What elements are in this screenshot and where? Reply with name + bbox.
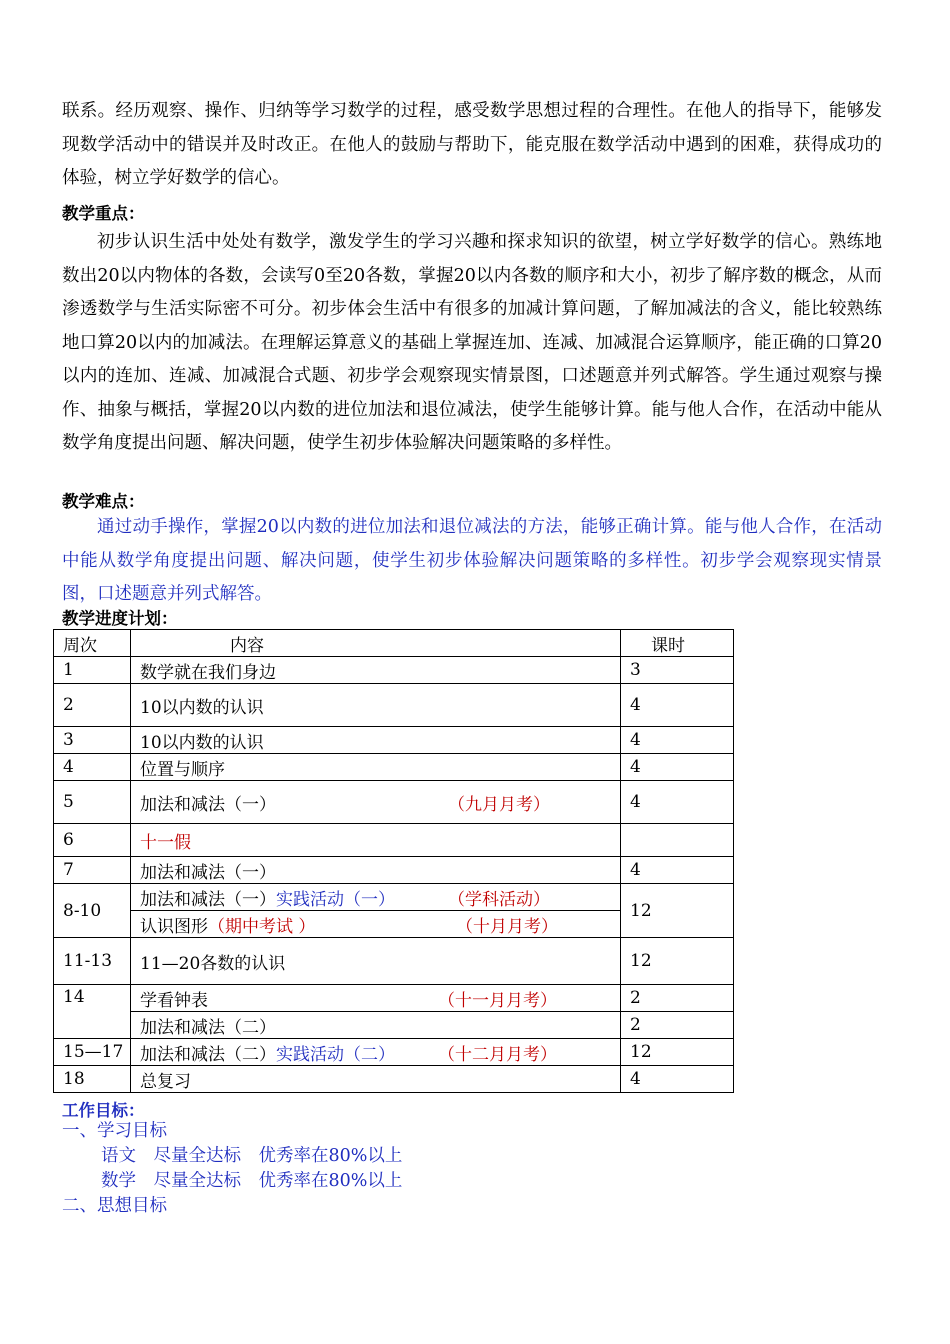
schedule-table bbox=[53, 629, 734, 1093]
table-row bbox=[54, 781, 734, 824]
difficulties-heading: 教学难点： bbox=[62, 492, 145, 511]
hours-cell: 4 bbox=[621, 781, 734, 824]
content-cell bbox=[131, 781, 621, 824]
table-row bbox=[54, 985, 734, 1012]
content-cell: 加法和减法（一） bbox=[131, 857, 621, 884]
hours-cell: 4 bbox=[621, 857, 734, 884]
week-cell: 6 bbox=[54, 824, 131, 857]
content-cell: 11—20各数的认识 bbox=[131, 938, 621, 985]
goal-chinese: 语文 尽量全达标 优秀率在80%以上 bbox=[101, 1146, 403, 1166]
content-cell: 位置与顺序 bbox=[131, 754, 621, 781]
goals-section-1: 一、学习目标 bbox=[62, 1121, 167, 1141]
header-week: 周次 bbox=[54, 630, 131, 657]
content-text: 加法和减法（一） bbox=[140, 794, 276, 815]
table-row bbox=[54, 1039, 734, 1066]
header-hours: 课时 bbox=[621, 630, 734, 657]
content-text: 加法和减法（二） bbox=[140, 1044, 276, 1065]
content-cell: 10以内数的认识 bbox=[131, 684, 621, 727]
hours-cell bbox=[621, 824, 734, 857]
hours-cell: 4 bbox=[621, 1066, 734, 1093]
table-row bbox=[54, 857, 734, 884]
content-cell bbox=[131, 884, 621, 911]
exam-tag: （十一月月考） bbox=[438, 990, 557, 1011]
table-row bbox=[54, 684, 734, 727]
week-cell: 14 bbox=[54, 985, 131, 1039]
exam-tag: （九月月考） bbox=[448, 794, 550, 815]
key-points-text: 初步认识生活中处处有数学，激发学生的学习兴趣和探求知识的欲望，树立学好数学的信心。熟练地数出20以内物体的各数，会读写0至20各数，掌握20以内各数的顺序和大小，初步了解序数的概念，从而渗透数学与生活实际密不可分。初步体会生活中有很多的加减计算问题，了解加减法的含义，能比较熟练地口算20以内的加减法。在理解运算意义的基础上掌握连加、连减、加减混合运算顺序，能正确的口算20以内的连加、连减、加减混合式题、初步学会观察现实情景图，口述题意并列式解答。学生通过观察与操作、抽象与概括，掌握20以内数的进位加法和退位减法，使学生能够计算。能与他人合作，在活动中能从数学角度提出问题、解决问题，使学生初步体验解决问题策略的多样性。 bbox=[62, 232, 882, 453]
week-cell: 7 bbox=[54, 857, 131, 884]
table-row bbox=[54, 824, 734, 857]
activity-text: 实践活动（二） bbox=[276, 1044, 395, 1065]
intro-paragraph: 联系。经历观察、操作、归纳等学习数学的过程，感受数学思想过程的合理性。在他人的指导下，能够发现数学活动中的错误并及时改正。在他人的鼓励与帮助下，能克服在数学活动中遇到的困难，获得成功的体验，树立学好数学的信心。 bbox=[62, 101, 882, 188]
content-cell bbox=[131, 1039, 621, 1066]
hours-cell: 4 bbox=[621, 684, 734, 727]
goals-section-2: 二、思想目标 bbox=[62, 1196, 167, 1216]
hours-cell: 12 bbox=[621, 938, 734, 985]
content-cell bbox=[131, 985, 621, 1012]
header-content: 内容 bbox=[131, 630, 621, 657]
week-cell: 5 bbox=[54, 781, 131, 824]
week-cell: 11-13 bbox=[54, 938, 131, 985]
week-cell: 1 bbox=[54, 657, 131, 684]
week-cell: 15—17 bbox=[54, 1039, 131, 1066]
content-text: 加法和减法（一） bbox=[140, 889, 276, 910]
activity-text: 实践活动（一） bbox=[276, 889, 395, 910]
exam-tag: （十月月考） bbox=[456, 916, 558, 937]
activity-tag: （学科活动） bbox=[448, 889, 550, 910]
key-points-heading: 教学重点： bbox=[62, 204, 145, 223]
table-row bbox=[54, 1012, 734, 1039]
content-cell: 10以内数的认识 bbox=[131, 727, 621, 754]
content-cell: 十一假 bbox=[131, 824, 621, 857]
content-cell: 加法和减法（二） bbox=[131, 1012, 621, 1039]
table-row bbox=[54, 727, 734, 754]
goal-math: 数学 尽量全达标 优秀率在80%以上 bbox=[101, 1171, 403, 1191]
week-cell: 8-10 bbox=[54, 884, 131, 938]
midterm-text: （期中考试 ） bbox=[208, 916, 316, 937]
exam-tag: （十二月月考） bbox=[438, 1044, 557, 1065]
table-header-row bbox=[54, 630, 734, 657]
content-cell: 数学就在我们身边 bbox=[131, 657, 621, 684]
table-row bbox=[54, 1066, 734, 1093]
table-row bbox=[54, 938, 734, 985]
week-cell: 2 bbox=[54, 684, 131, 727]
week-cell: 4 bbox=[54, 754, 131, 781]
schedule-heading: 教学进度计划： bbox=[62, 609, 178, 628]
hours-cell: 12 bbox=[621, 1039, 734, 1066]
content-text: 认识图形 bbox=[140, 916, 208, 937]
table-row bbox=[54, 657, 734, 684]
content-text: 学看钟表 bbox=[140, 990, 208, 1011]
week-cell: 3 bbox=[54, 727, 131, 754]
table-row bbox=[54, 754, 734, 781]
difficulties-text: 通过动手操作，掌握20以内数的进位加法和退位减法的方法，能够正确计算。能与他人合作，在活动中能从数学角度提出问题、解决问题，使学生初步体验解决问题策略的多样性。初步学会观察现实情景图，口述题意并列式解答。 bbox=[62, 517, 882, 604]
hours-cell: 3 bbox=[621, 657, 734, 684]
hours-cell: 12 bbox=[621, 884, 734, 938]
content-cell: 总复习 bbox=[131, 1066, 621, 1093]
hours-cell: 4 bbox=[621, 727, 734, 754]
week-cell: 18 bbox=[54, 1066, 131, 1093]
hours-cell: 4 bbox=[621, 754, 734, 781]
content-cell bbox=[131, 911, 621, 938]
work-goals-heading: 工作目标： bbox=[62, 1101, 145, 1120]
table-row bbox=[54, 884, 734, 911]
hours-cell: 2 bbox=[621, 985, 734, 1012]
hours-cell: 2 bbox=[621, 1012, 734, 1039]
